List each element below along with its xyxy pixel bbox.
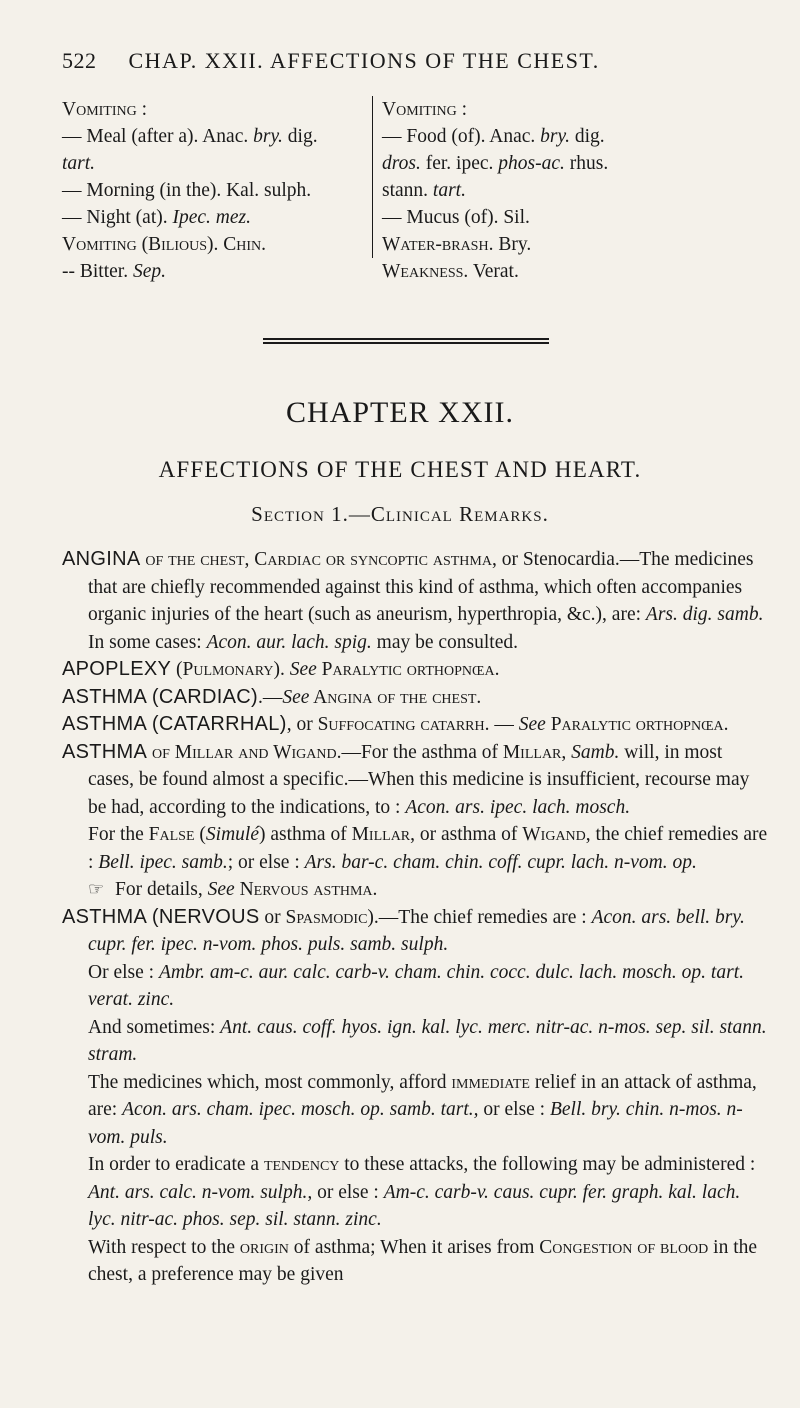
pointing-hand-icon: ☞ — [88, 879, 105, 899]
double-rule-bottom — [263, 342, 549, 344]
millar-subparas — [62, 821, 770, 904]
nervous-sometimes: And sometimes: Ant. caus. coff. hyos. ign. kal. lyc. merc. nitr-ac. n-mos. sep. sil. stann. stram. — [88, 1016, 767, 1065]
double-rule-top — [263, 338, 549, 340]
right-line-3: stann. tart. — [382, 180, 466, 201]
left-line-3: — Morning (in the). Kal. sulph. — [62, 180, 312, 201]
nervous-subparas — [62, 959, 770, 1289]
right-line-5: Water-brash. Bry. — [382, 234, 532, 255]
running-header — [62, 48, 600, 74]
right-column — [382, 96, 762, 285]
millar-false-asthma: For the False (Simulé) asthma of Millar, or asthma of Wigand, the chief remedies are : Bell. ipec. samb.; or else : Ars. bar-c. cham. chin. coff. cupr. lach. n-vom. op. — [88, 824, 768, 873]
section-heading: Section 1.—Clinical Remarks. — [251, 502, 549, 526]
nervous-or-else: Or else : Ambr. am-c. aur. calc. carb-v. cham. chin. cocc. dulc. lach. mosch. op. tart. verat. zinc. — [88, 961, 744, 1010]
right-line-2: dros. fer. ipec. phos-ac. rhus. — [382, 153, 609, 174]
left-line-1: — Meal (after a). Anac. bry. dig. — [62, 126, 318, 147]
entry-asthma-catarrhal: ASTHMA (CATARRHAL), or Suffocating catarrh. — See Paralytic orthopnœa. — [62, 713, 729, 735]
right-line-6: Weakness. Verat. — [382, 261, 519, 282]
running-title: CHAP. XXII. AFFECTIONS OF THE CHEST. — [128, 48, 600, 73]
entry-apoplexy: APOPLEXY (Pulmonary). See Paralytic orthopnœa. — [62, 658, 500, 680]
right-column-title: Vomiting : — [382, 99, 468, 120]
vomiting-columns — [62, 96, 754, 282]
left-line-5: Vomiting (Bilious). Chin. — [62, 234, 267, 255]
left-column-title: Vomiting : — [62, 99, 148, 120]
column-divider — [372, 96, 373, 258]
chapter-number: CHAPTER XXII. — [286, 396, 514, 429]
page-number: 522 — [62, 48, 97, 73]
body-text — [62, 546, 770, 1289]
left-line-4: — Night (at). Ipec. mez. — [62, 207, 251, 228]
right-line-4: — Mucus (of). Sil. — [382, 207, 530, 228]
left-line-2: tart. — [62, 153, 96, 174]
left-line-6: -- Bitter. Sep. — [62, 261, 166, 282]
entry-asthma-cardiac: ASTHMA (CARDIAC).—See Angina of the chest. — [62, 685, 482, 708]
right-line-1: — Food (of). Anac. bry. dig. — [382, 126, 605, 147]
nervous-tendency: In order to eradicate a tendency to these attacks, the following may be administered : Ant. ars. calc. n-vom. sulph., or else : Am-c. carb-v. caus. cupr. fer. graph. kal. lach. lyc. nitr-ac. phos. sep. sil. stann. zinc. — [88, 1154, 756, 1230]
millar-see-details: ☞ For details, See Nervous asthma. — [88, 876, 770, 904]
nervous-immediate-relief: The medicines which, most commonly, afford immediate relief in an attack of asthma, are: Acon. ars. cham. ipec. mosch. op. samb. tart., or else : Bell. bry. chin. n-mos. n-vom. puls. — [88, 1071, 757, 1148]
entry-angina: ANGINA of the chest, Cardiac or syncoptic asthma, or Stenocardia.—The medicines that are chiefly recommended against this kind of asthma, which often accompanies organic injuries of the heart (such as aneurism, hyperthropia, &c.), are: Ars. dig. samb. In some cases: Acon. aur. lach. spig. may be consulted. — [62, 548, 764, 653]
entry-asthma-millar: ASTHMA of Millar and Wigand.—For the asthma of Millar, Samb. will, in most cases, be found almost a specific.—When this medicine is insufficient, recourse may be had, according to the indications, to : Acon. ars. ipec. lach. mosch. — [62, 740, 750, 818]
nervous-origin: With respect to the origin of asthma; When it arises from Congestion of blood in the chest, a preference may be given — [88, 1236, 758, 1285]
entry-asthma-nervous: ASTHMA (NERVOUS or Spasmodic).—The chief remedies are : Acon. ars. bell. bry. cupr. fer. ipec. n-vom. phos. puls. samb. sulph. — [62, 905, 745, 955]
chapter-title: AFFECTIONS OF THE CHEST AND HEART. — [158, 457, 642, 482]
left-column — [62, 96, 362, 285]
